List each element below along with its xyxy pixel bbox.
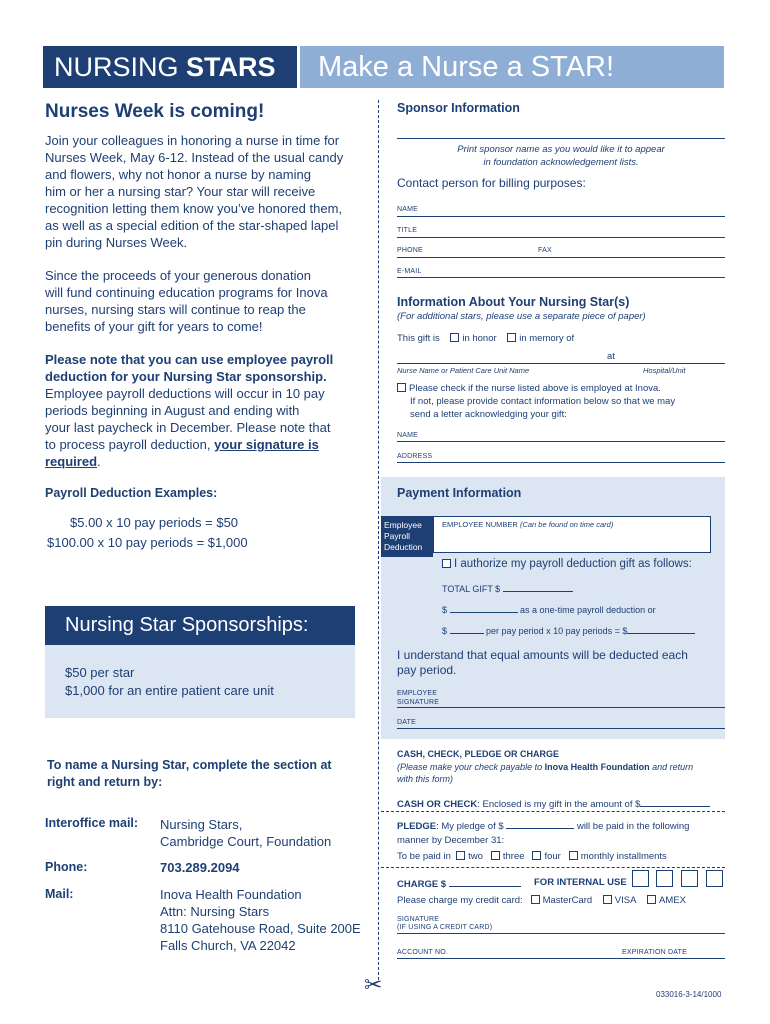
name2-label: NAME: [397, 432, 419, 439]
header-tagline: Make a Nurse a STAR!: [300, 46, 724, 88]
star-note: (For additional stars, please use a separate piece of paper): [397, 311, 646, 322]
credit-card-row: Please charge my credit card: MasterCard VISA AMEX: [397, 895, 686, 906]
name-field[interactable]: [397, 216, 725, 217]
employee-number-label: EMPLOYEE NUMBER (Can be found on time card): [442, 520, 614, 529]
sponsor-note: Print sponsor name as you would like it to appear in foundation acknowledgement lists.: [457, 144, 665, 168]
amex-checkbox[interactable]: [647, 895, 656, 904]
cash-check-amount-field[interactable]: [640, 796, 710, 807]
four-checkbox[interactable]: [532, 851, 541, 860]
authorize-row: I authorize my payroll deduction gift as follows:: [442, 558, 692, 570]
interoffice-label: Interoffice mail:: [45, 816, 139, 830]
visa-checkbox[interactable]: [603, 895, 612, 904]
monthly-checkbox[interactable]: [569, 851, 578, 860]
expiration-label: EXPIRATION DATE: [622, 949, 687, 956]
employee-signature-field[interactable]: [397, 707, 725, 708]
cut-line: [378, 100, 379, 980]
understand-text: I understand that equal amounts will be deducted each pay period.: [397, 648, 688, 677]
pledge-divider: [381, 867, 725, 868]
employee-signature-label: EMPLOYEE SIGNATURE: [397, 690, 440, 706]
title-field[interactable]: [397, 237, 725, 238]
interoffice-address: Nursing Stars, Cambridge Court, Foundation: [160, 817, 332, 849]
internal-use-box-2[interactable]: [656, 870, 673, 887]
mastercard-checkbox[interactable]: [531, 895, 540, 904]
installments-row: To be paid in two three four monthly installments: [397, 851, 667, 862]
one-time-field[interactable]: [450, 602, 518, 613]
in-honor-checkbox[interactable]: [450, 333, 459, 342]
email-field[interactable]: [397, 277, 725, 278]
address-field[interactable]: [397, 462, 725, 463]
pledge-row: PLEDGE: My pledge of $ will be paid in the following manner by December 31:: [397, 818, 689, 848]
internal-use-box-4[interactable]: [706, 870, 723, 887]
sponsor-heading: Sponsor Information: [397, 101, 520, 115]
address-label: ADDRESS: [397, 453, 433, 460]
return-heading: To name a Nursing Star, complete the section at right and return by:: [47, 758, 332, 789]
card-signature-field[interactable]: [397, 933, 725, 934]
form-code: 033016-3-14/1000: [656, 990, 722, 999]
phone-fax-field[interactable]: [397, 257, 725, 258]
account-field[interactable]: [397, 958, 725, 959]
scissors-icon: ✂: [364, 972, 383, 997]
cash-heading: CASH, CHECK, PLEDGE OR CHARGE: [397, 749, 560, 759]
hospital-label: Hospital/Unit: [643, 366, 686, 375]
internal-use-label: FOR INTERNAL USE: [534, 877, 627, 888]
sponsor-per-unit: $1,000 for an entire patient care unit: [65, 683, 274, 698]
title-label: TITLE: [397, 227, 418, 234]
charge-amount-field[interactable]: [449, 876, 521, 887]
in-memory-checkbox[interactable]: [507, 333, 516, 342]
total-gift-row: TOTAL GIFT $: [442, 581, 573, 594]
pledge-amount-field[interactable]: [506, 818, 574, 829]
email-label: E-MAIL: [397, 268, 422, 275]
two-checkbox[interactable]: [456, 851, 465, 860]
total-gift-field[interactable]: [503, 581, 573, 592]
left-heading: Nurses Week is coming!: [45, 101, 265, 122]
name-label: NAME: [397, 206, 419, 213]
account-no-label: ACCOUNT NO.: [397, 949, 449, 956]
sponsorships-title: Nursing Star Sponsorships:: [45, 606, 355, 645]
title-bold: STARS: [186, 52, 276, 82]
one-time-row: $ as a one-time payroll deduction or: [442, 602, 656, 615]
star-heading: Information About Your Nursing Star(s): [397, 295, 630, 309]
three-checkbox[interactable]: [491, 851, 500, 860]
payroll-example-1: $5.00 x 10 pay periods = $50: [70, 515, 239, 530]
phone-value: 703.289.2094: [160, 860, 240, 875]
proceeds-paragraph: Since the proceeds of your generous donation will fund continuing education programs for Inova nurses, nursing stars will continue to reap the benefits of your gift for years to come!: [45, 268, 328, 334]
payroll-note-paragraph: Please note that you can use employee payroll deduction for your Nursing Star sponsorship. Employee payroll deductions will occur in 10 pay periods beginning in August and ending with your last paycheck in December. Please note that to process payroll deduction, your signature is required.: [45, 352, 334, 469]
payment-heading: Payment Information: [397, 486, 522, 500]
sponsor-name-line[interactable]: [397, 138, 725, 139]
internal-use-box-3[interactable]: [681, 870, 698, 887]
per-period-row: $ per pay period x 10 pay periods = $: [442, 623, 695, 636]
header-title: [43, 46, 297, 88]
nurse-name-field[interactable]: [397, 363, 725, 364]
per-period-total-field[interactable]: [627, 623, 695, 634]
cash-divider: [381, 811, 725, 812]
charge-row: CHARGE $: [397, 876, 521, 890]
cash-note: (Please make your check payable to Inova Health Foundation and return with this form): [397, 762, 694, 784]
nurse-name-label: Nurse Name or Patient Care Unit Name: [397, 366, 530, 375]
sponsor-per-star: $50 per star: [65, 665, 135, 680]
title-light: NURSING: [54, 52, 179, 82]
authorize-checkbox[interactable]: [442, 559, 451, 568]
internal-use-box-1[interactable]: [632, 870, 649, 887]
name2-field[interactable]: [397, 441, 725, 442]
per-period-field[interactable]: [450, 623, 484, 634]
gift-type-row: This gift is in honor in memory of: [397, 333, 575, 344]
employed-checkbox-row: Please check if the nurse listed above is employed at Inova. If not, please provide contact information below so that we may send a letter acknowledging your gift:: [397, 382, 675, 421]
phone-field-label: PHONE: [397, 247, 423, 254]
employed-checkbox[interactable]: [397, 383, 406, 392]
payroll-example-2: $100.00 x 10 pay periods = $1,000: [47, 535, 248, 550]
phone-label: Phone:: [45, 860, 88, 874]
payroll-examples-heading: Payroll Deduction Examples:: [45, 486, 218, 500]
payroll-deduction-tab: Employee Payroll Deduction: [381, 516, 433, 557]
mail-label: Mail:: [45, 887, 74, 901]
date-label: DATE: [397, 719, 416, 726]
cash-or-check-row: CASH OR CHECK: Enclosed is my gift in the amount of $: [397, 796, 710, 810]
intro-paragraph: Join your colleagues in honoring a nurse in time for Nurses Week, May 6-12. Instead of the usual candy and flowers, why not honor a nurse by naming him or her a nursing star? Your star will receive recognition letting them know you’ve honored them, as well as a special edition of the star-shaped lapel pin during Nurses Week.: [45, 133, 344, 250]
at-label: at: [607, 351, 615, 362]
card-signature-label: SIGNATURE (IF USING A CREDIT CARD): [397, 916, 493, 931]
mail-address: Inova Health Foundation Attn: Nursing Stars 8110 Gatehouse Road, Suite 200E Falls Church, VA 22042: [160, 887, 361, 953]
contact-label: Contact person for billing purposes:: [397, 176, 586, 190]
date-field[interactable]: [397, 728, 725, 729]
fax-label: FAX: [538, 247, 552, 254]
